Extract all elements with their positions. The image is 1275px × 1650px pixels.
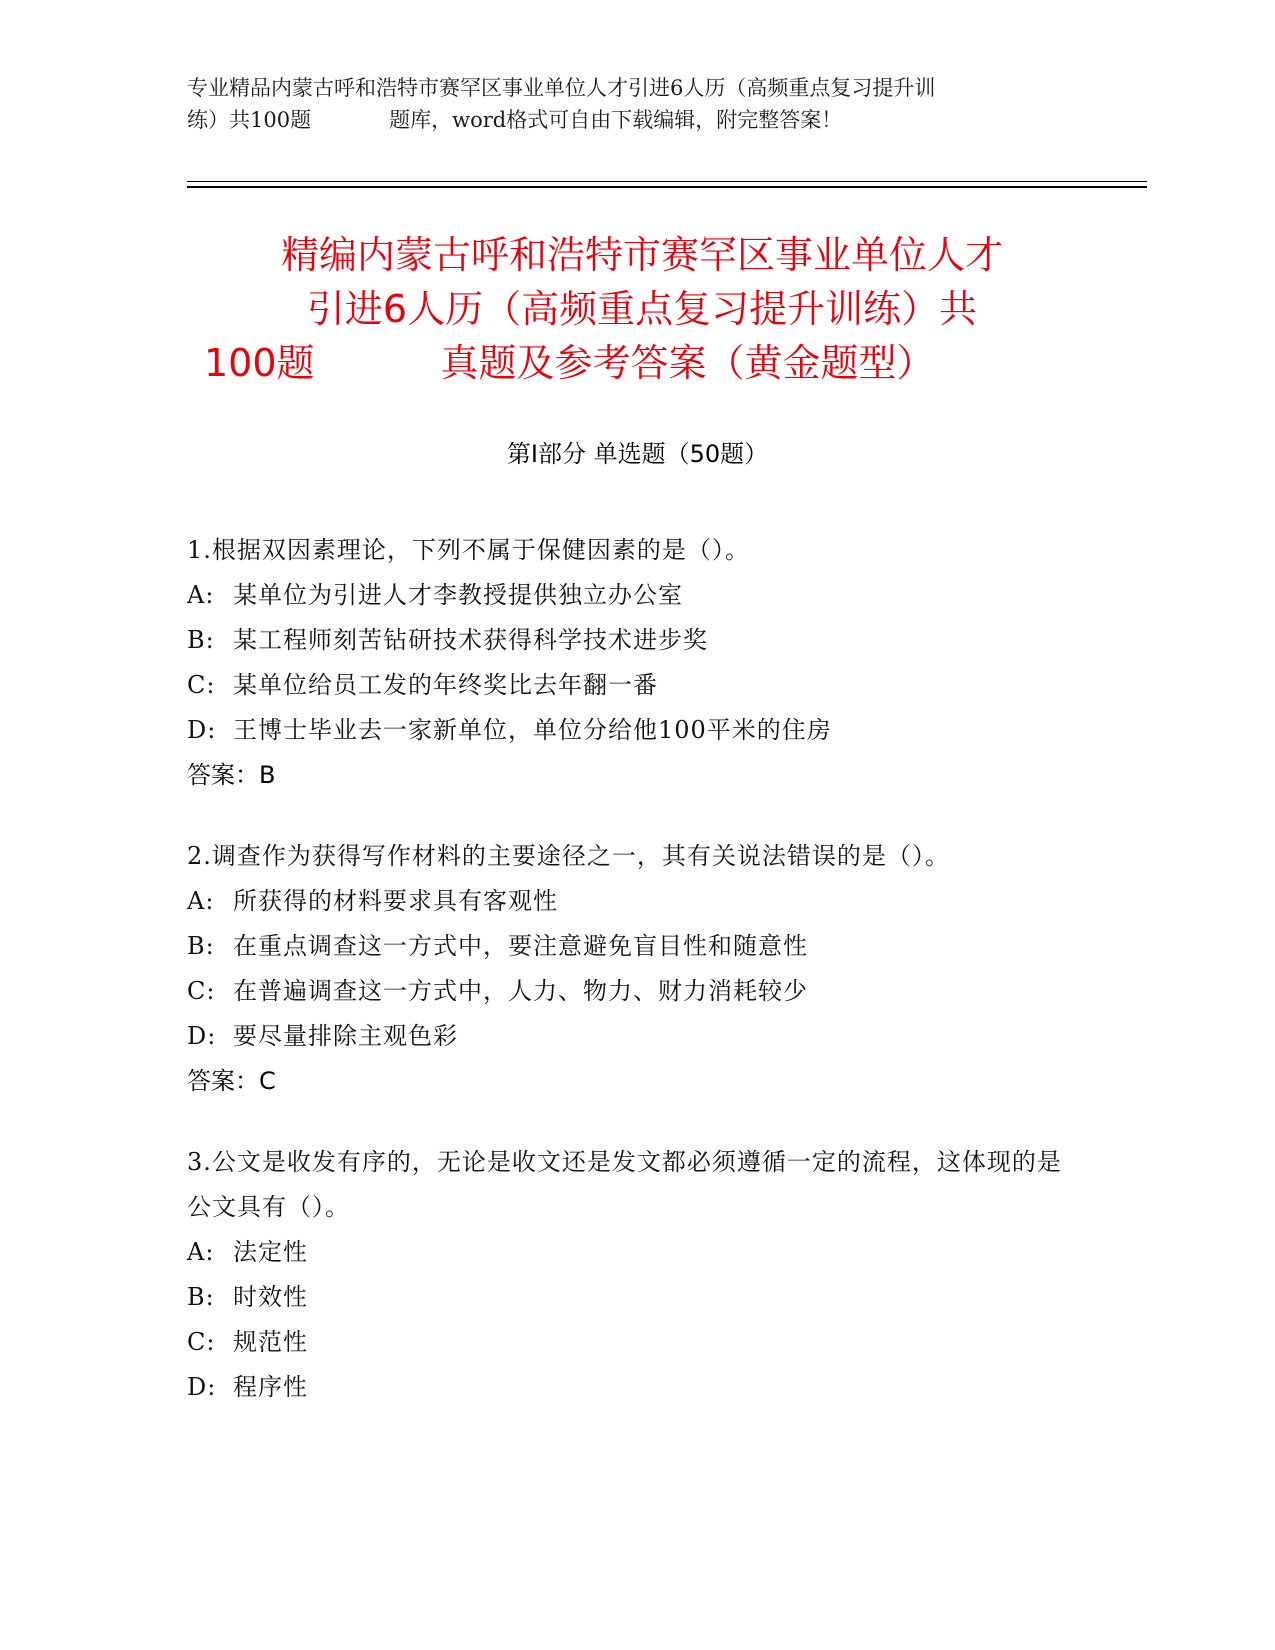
option-key: B: <box>187 626 215 654</box>
option-text: 在重点调查这一方式中，要注意避免盲目性和随意性 <box>233 932 808 960</box>
option-d <box>187 1365 1067 1410</box>
question-1 <box>187 528 1067 798</box>
title-line-2: 引进6人历（高频重点复习提升训练）共 <box>306 287 978 331</box>
option-key: D: <box>187 1373 217 1401</box>
option-key: B: <box>187 1283 215 1311</box>
option-a <box>187 879 1067 924</box>
option-text: 某单位为引进人才李教授提供独立办公室 <box>233 581 683 609</box>
option-b <box>187 618 1067 663</box>
title-line-1: 精编内蒙古呼和浩特市赛罕区事业单位人才 <box>280 233 1003 277</box>
answer: 答案：B <box>187 761 276 789</box>
option-key: C: <box>187 1328 216 1356</box>
title-line-3-start: 100题 <box>204 341 315 385</box>
header-divider-thick <box>187 186 1147 188</box>
question-text: 3.公文是收发有序的，无论是收文还是发文都必须遵循一定的流程，这体现的是公文具有（）。 <box>187 1148 1062 1221</box>
option-text: 王博士毕业去一家新单位，单位分给他100平米的住房 <box>233 716 832 744</box>
header-divider-thin <box>187 181 1147 182</box>
option-d <box>187 1014 1067 1059</box>
option-text: 所获得的材料要求具有客观性 <box>233 887 558 915</box>
option-key: A: <box>187 581 215 609</box>
header-line-2 <box>187 104 1087 136</box>
option-c <box>187 663 1067 708</box>
option-text: 某工程师刻苦钻研技术获得科学技术进步奖 <box>233 626 708 654</box>
header-line-1: 专业精品内蒙古呼和浩特市赛罕区事业单位人才引进6人历（高频重点复习提升训 <box>187 76 936 100</box>
question-3 <box>187 1140 1067 1410</box>
option-c <box>187 969 1067 1014</box>
question-text: 1.根据双因素理论，下列不属于保健因素的是（）。 <box>187 536 750 564</box>
option-key: C: <box>187 977 216 1005</box>
section-title: 第Ⅰ部分 单选题（50题） <box>506 440 769 468</box>
title-line-3-end: 真题及参考答案（黄金题型） <box>440 341 935 385</box>
header-line-2-end: 题库，word格式可自由下载编辑，附完整答案！ <box>389 108 843 132</box>
document-title <box>192 228 1092 390</box>
question-text: 2.调查作为获得写作材料的主要途径之一，其有关说法错误的是（）。 <box>187 842 950 870</box>
option-key: D: <box>187 1022 217 1050</box>
option-text: 程序性 <box>233 1373 308 1401</box>
document-header <box>187 72 1087 136</box>
option-key: A: <box>187 1238 215 1266</box>
option-b <box>187 924 1067 969</box>
option-key: D: <box>187 716 217 744</box>
option-key: B: <box>187 932 215 960</box>
question-list <box>187 528 1067 1446</box>
question-2 <box>187 834 1067 1104</box>
header-line-2-start: 练）共100题 <box>187 108 312 132</box>
option-text: 法定性 <box>233 1238 308 1266</box>
option-text: 要尽量排除主观色彩 <box>233 1022 458 1050</box>
option-text: 规范性 <box>233 1328 308 1356</box>
option-text: 在普遍调查这一方式中，人力、物力、财力消耗较少 <box>233 977 808 1005</box>
option-a <box>187 1230 1067 1275</box>
option-a <box>187 573 1067 618</box>
option-c <box>187 1320 1067 1365</box>
option-text: 时效性 <box>233 1283 308 1311</box>
option-key: A: <box>187 887 215 915</box>
answer: 答案：C <box>187 1067 276 1095</box>
option-text: 某单位给员工发的年终奖比去年翻一番 <box>233 671 658 699</box>
option-b <box>187 1275 1067 1320</box>
option-key: C: <box>187 671 216 699</box>
option-d <box>187 708 1067 753</box>
title-line-3 <box>192 336 1092 390</box>
